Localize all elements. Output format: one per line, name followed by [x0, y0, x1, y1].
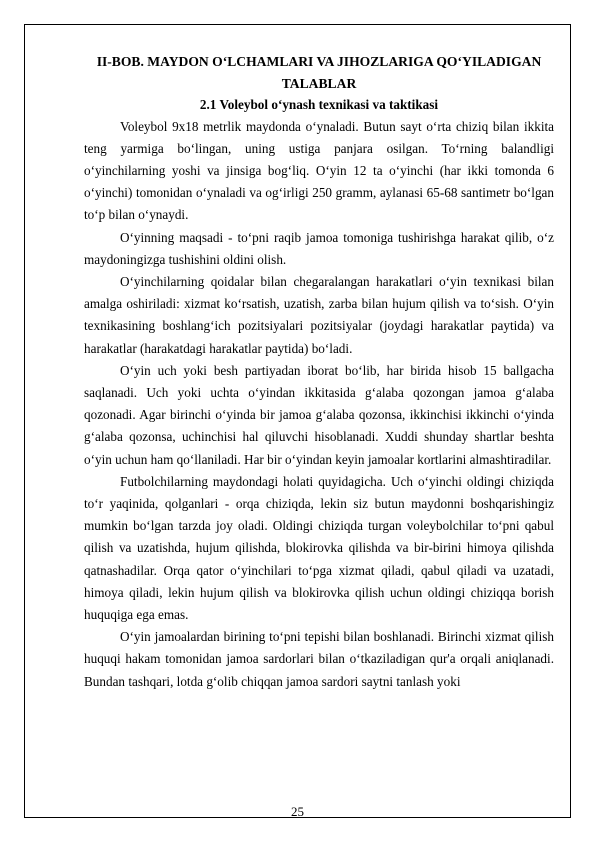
- paragraph-technique: O‘yinchilarning qoidalar bilan chegaralangan harakatlari o‘yin texnikasi bilan amalga oshiriladi: xizmat ko‘rsatish, uzatish, zarba bilan hujum qilish va to‘sish. O‘yin texnikasining boshlang‘ich pozitsiyalari pozitsiyalar (joydagi harakatlar paytida) va harakatlar (harakatdagi harakatlar paytida) bo‘ladi.: [84, 273, 554, 356]
- section-title: 2.1 Voleybol o‘ynash texnikasi va taktikasi: [199, 97, 439, 112]
- document-body: [84, 51, 554, 693]
- chapter-title: II-BOB. MAYDON O‘LCHAMLARI VA JIHOZLARIGA QO‘YILADIGAN TALABLAR: [96, 54, 542, 91]
- paragraph-game-goal: O‘yinning maqsadi - to‘pni raqib jamoa tomoniga tushirishga harakat qilib, o‘z maydoningizga tushishini oldini olish.: [84, 229, 554, 267]
- page-number: 25: [291, 804, 304, 819]
- paragraph-scoring: O‘yin uch yoki besh partiyadan iborat bo‘lib, har birida hisob 15 ballgacha saqlanadi. Uch yoki uchta o‘yindan ikkitasida g‘alaba qozongan jamoa g‘alaba qozonadi. Agar birinchi o‘yinda bir jamoa g‘alaba qozonsa, ikkinchisi ikkinchi o‘yinda g‘alaba qozonsa, uchinchisi hal qiluvchi hisoblanadi. Xuddi shunday shartlar beshta o‘yin uchun ham qo‘llaniladi. Har bir o‘yindan keyin jamoalar kortlarini almashtiradilar.: [84, 362, 554, 467]
- paragraph-court-description: Voleybol 9x18 metrlik maydonda o‘ynaladi. Butun sayt o‘rta chiziq bilan ikkita teng yarmiga bo‘lingan, uning ustiga panjara osilgan. To‘rning balandligi o‘yinchilarning yoshi va jinsiga bog‘liq. O‘yin 12 ta o‘yinchi (har ikki tomonda 6 o‘yinchi) tomonidan o‘ynaladi va og‘irligi 250 gramm, aylanasi 65-68 santimetr bo‘lgan to‘p bilan o‘ynaydi.: [84, 118, 554, 223]
- paragraph-serve-start: O‘yin jamoalardan birining to‘pni tepishi bilan boshlanadi. Birinchi xizmat qilish huquqi hakam tomonidan jamoa sardorlari bilan o‘tkaziladigan qur'a orqali aniqlanadi. Bundan tashqari, lotda g‘olib chiqqan jamoa sardori saytni tanlash yoki: [84, 629, 554, 689]
- paragraph-player-positions: Futbolchilarning maydondagi holati quyidagicha. Uch o‘yinchi oldingi chiziqda to‘r yaqinida, qolganlari - orqa chiziqda, lekin siz butun maydonni boshqarishingiz mumkin bo‘lgan tarzda joy oladi. Oldingi chiziqda turgan voleybolchilar to‘pni qabul qilish va uzatishda, hujum qilishda, blokirovka qilishda va bir-birini himoya qilishda qatnashadilar. Orqa qator o‘yinchilari to‘pga xizmat qiladi, qabul qiladi va uzatadi, himoya qiladi, lekin hujum qilish va blokirovka qilish uchun oldingi chiziqqa borish huquqiga ega emas.: [84, 473, 554, 622]
